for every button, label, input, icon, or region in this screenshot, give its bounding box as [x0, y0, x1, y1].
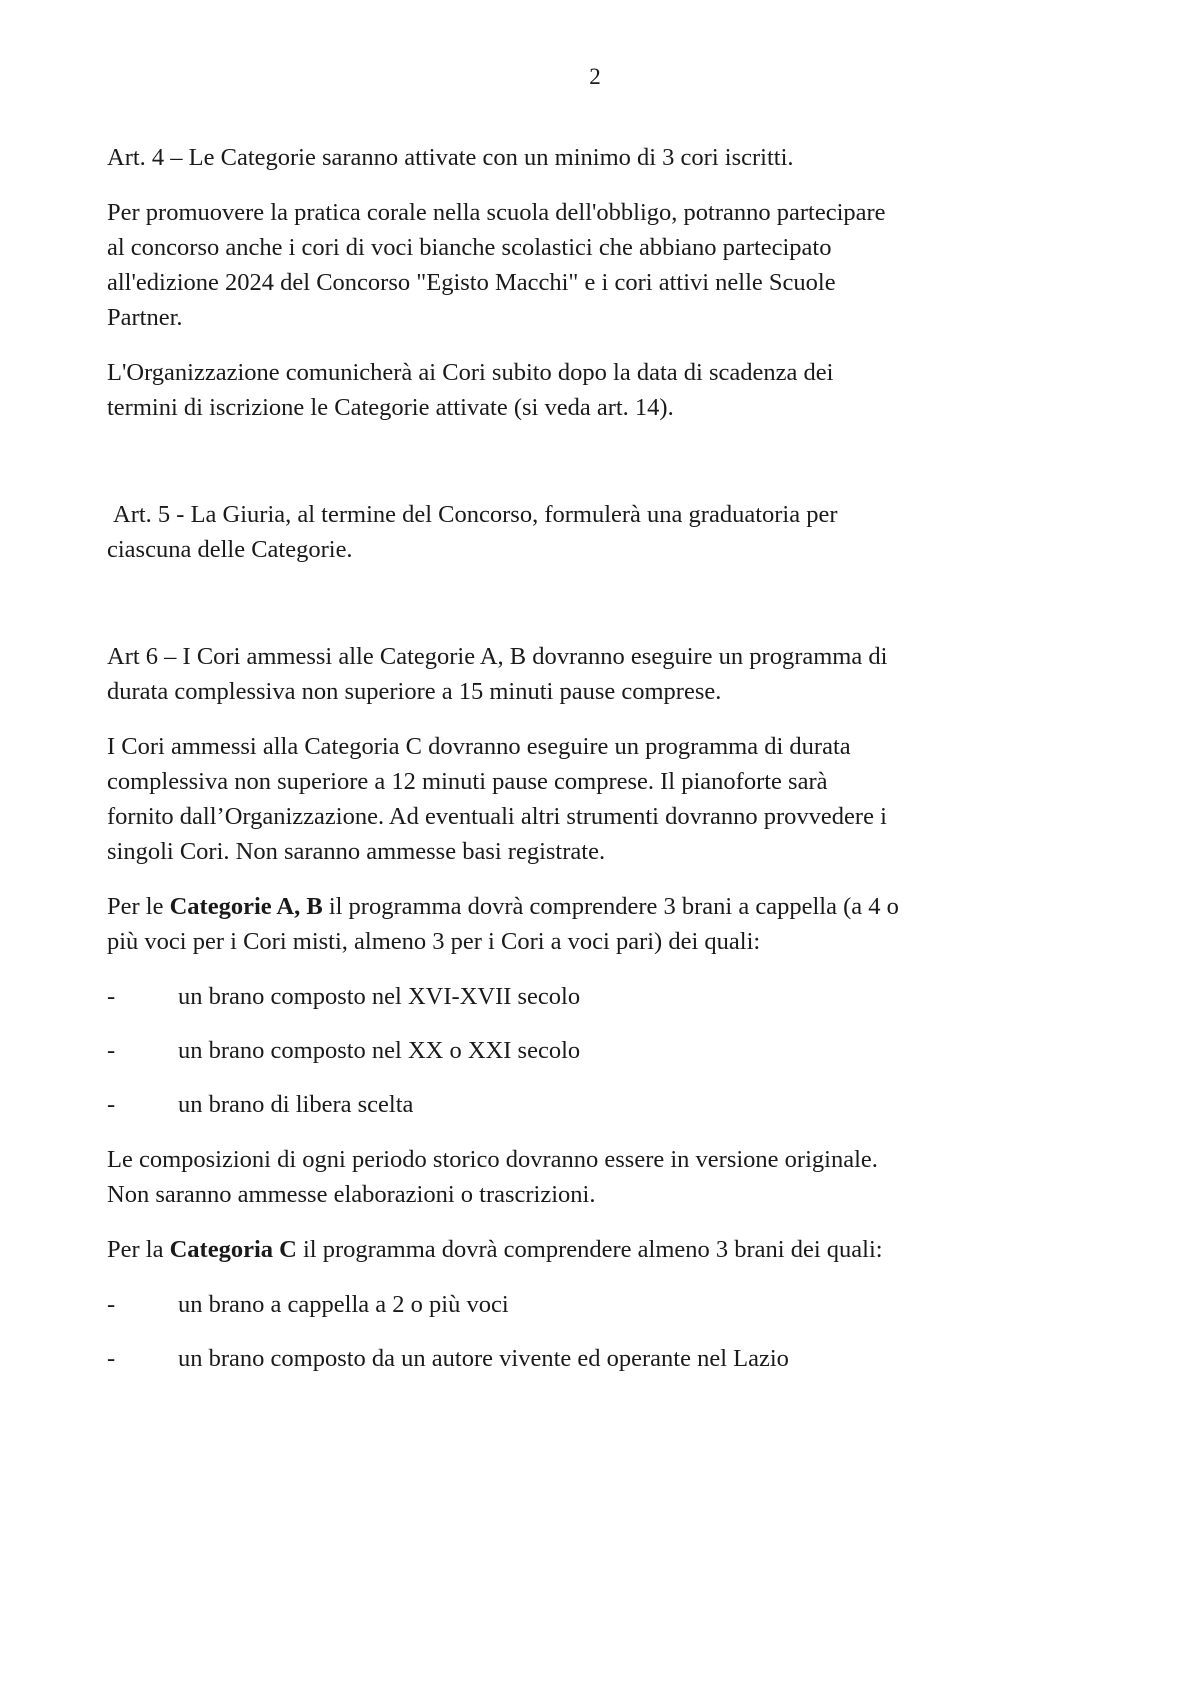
text-line: fornito dall’Organizzazione. Ad eventuali altri strumenti dovranno provvedere i — [107, 803, 887, 830]
text-line: durata complessiva non superiore a 15 minuti pause comprese. — [107, 678, 722, 705]
list-item: - un brano composto nel XX o XXI secolo — [107, 1033, 1077, 1068]
list-item: - un brano composto nel XVI-XVII secolo — [107, 979, 1077, 1014]
original-version-paragraph — [107, 1142, 1077, 1212]
dash-bullet: - — [107, 1091, 116, 1118]
art4-heading: Art. 4 – Le Categorie saranno attivate con un minimo di 3 cori iscritti. — [107, 144, 794, 171]
text-line: al concorso anche i cori di voci bianche scolastici che abbiano partecipato — [107, 234, 832, 261]
text-line: complessiva non superiore a 12 minuti pause comprese. Il pianoforte sarà — [107, 768, 828, 795]
text-line: più voci per i Cori misti, almeno 3 per i Cori a voci pari) dei quali: — [107, 928, 761, 955]
text-line: ciascuna delle Categorie. — [107, 536, 353, 563]
art6-paragraph-2 — [107, 729, 1077, 869]
text-line: all'edizione 2024 del Concorso "Egisto Macchi" e i cori attivi nelle Scuole — [107, 269, 836, 296]
category-c-label: Categoria C — [169, 1236, 297, 1263]
art4-paragraph-1 — [107, 195, 1077, 335]
dash-bullet: - — [107, 1291, 116, 1318]
categories-ab-label: Categorie A, B — [169, 893, 323, 920]
text-line: Per la Categoria C il programma dovrà comprendere almeno 3 brani dei quali: — [107, 1236, 883, 1263]
list-item: - un brano composto da un autore vivente ed operante nel Lazio — [107, 1341, 1077, 1376]
page-number: 2 — [589, 64, 601, 89]
text-line: Partner. — [107, 304, 183, 331]
text-line: termini di iscrizione le Categorie attivate (si veda art. 14). — [107, 394, 674, 421]
category-c-intro — [107, 1232, 1077, 1267]
art4-paragraph-2 — [107, 355, 1077, 425]
text-line: L'Organizzazione comunicherà ai Cori subito dopo la data di scadenza dei — [107, 359, 834, 386]
text-line: Non saranno ammesse elaborazioni o trascrizioni. — [107, 1181, 596, 1208]
document-body — [107, 140, 1077, 1376]
text-line: Le composizioni di ogni periodo storico dovranno essere in versione originale. — [107, 1146, 878, 1173]
dash-bullet: - — [107, 983, 116, 1010]
text-line: Per le Categorie A, B il programma dovrà comprendere 3 brani a cappella (a 4 o — [107, 893, 899, 920]
text-line: Art. 5 - La Giuria, al termine del Concorso, formulerà una graduatoria per — [113, 501, 838, 528]
dash-bullet: - — [107, 1345, 116, 1372]
text-line: Art 6 – I Cori ammessi alle Categorie A, B dovranno eseguire un programma di — [107, 643, 888, 670]
art6-paragraph-1 — [107, 639, 1077, 709]
text-line: Per promuovere la pratica corale nella scuola dell'obbligo, potranno partecipare — [107, 199, 886, 226]
categories-ab-intro — [107, 889, 1077, 959]
category-c-list — [107, 1287, 1077, 1376]
art5-paragraph — [107, 497, 1077, 567]
list-item: - un brano a cappella a 2 o più voci — [107, 1287, 1077, 1322]
text-line: singoli Cori. Non saranno ammesse basi registrate. — [107, 838, 606, 865]
dash-bullet: - — [107, 1037, 116, 1064]
text-line: I Cori ammessi alla Categoria C dovranno eseguire un programma di durata — [107, 733, 851, 760]
list-item: - un brano di libera scelta — [107, 1087, 1077, 1122]
categories-ab-list — [107, 979, 1077, 1122]
